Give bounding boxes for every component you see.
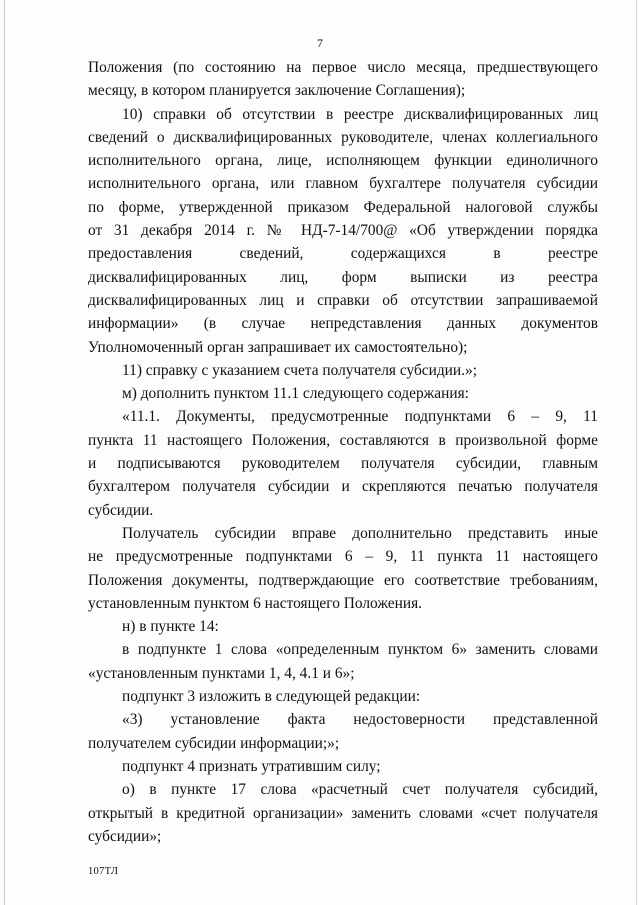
text-line: дисквалифицированных лиц и справки об отсутствии запрашиваемой (88, 291, 598, 309)
text-line: бухгалтером получателя субсидии и скрепляются печатью получателя (88, 478, 598, 496)
text-line: сведений о дисквалифицированных руководителе, членах коллегиального (88, 128, 598, 146)
text-line: Уполномоченный орган запрашивает их самостоятельно); (88, 338, 468, 356)
text-line: субсидии»; (88, 827, 162, 845)
text-line: открытый в кредитной организации» заменить словами «счет получателя (88, 804, 598, 822)
text-line: в подпункте 1 слова «определенным пунктом 6» заменить словами (122, 641, 598, 659)
text-line: месяцу, в котором планируется заключение Соглашения); (88, 82, 466, 100)
text-line: 10) справки об отсутствии в реестре дисквалифицированных лиц (122, 105, 598, 123)
text-line: дисквалифицированных лиц, форм выписки из реестра (88, 268, 598, 286)
text-line: м) дополнить пунктом 11.1 следующего содержания: (122, 385, 469, 403)
text-line: информации» (в случае непредставления данных документов (88, 315, 598, 333)
document-code: 107ТЛ (88, 866, 119, 877)
text-line: не предусмотренные подпунктами 6 – 9, 11 пункта 11 настоящего (88, 548, 598, 566)
text-line: подпункт 4 признать утратившим силу; (122, 757, 381, 775)
text-line: субсидии. (88, 501, 154, 519)
scan-edge-left (4, 0, 5, 905)
text-line: подпункт 3 изложить в следующей редакции: (122, 688, 421, 706)
text-line: 11) справку с указанием счета получателя субсидии.»; (122, 361, 477, 379)
page-number: 7 (317, 36, 323, 50)
text-line: Положения (по состоянию на первое число месяца, предшествующего (88, 59, 598, 76)
text-line: исполнительного органа, лице, исполняющем функции единоличного (88, 152, 598, 170)
document-body (88, 56, 598, 848)
text-line: предоставления сведений, содержащихся в реестре (88, 245, 598, 263)
text-line: и подписываются руководителем получателя субсидии, главным (88, 455, 598, 473)
text-line: н) в пункте 14: (122, 618, 219, 636)
text-line: установленным пунктом 6 настоящего Положения. (88, 594, 422, 612)
text-line: по форме, утвержденной приказом Федеральной налоговой службы (88, 198, 598, 216)
text-line: «установленным пунктами 1, 4, 4.1 и 6»; (88, 664, 355, 682)
text-line: получателем субсидии информации;»; (88, 734, 340, 752)
text-line: «11.1. Документы, предусмотренные подпунктами 6 – 9, 11 (122, 408, 598, 426)
text-line: Получатель субсидии вправе дополнительно представить иные (122, 524, 598, 542)
text-line: от 31 декабря 2014 г. № НД-7-14/700@ «Об утверждении порядка (88, 222, 598, 240)
text-line: о) в пункте 17 слова «расчетный счет получателя субсидий, (122, 781, 598, 799)
text-line: исполнительного органа, или главном бухгалтере получателя субсидии (88, 175, 598, 193)
text-line: «3) установление факта недостоверности представленной (122, 711, 598, 729)
text-line: Положения документы, подтверждающие его соответствие требованиям, (88, 571, 598, 589)
scan-edge-right (636, 0, 637, 905)
text-line: пункта 11 настоящего Положения, составляются в произвольной форме (88, 431, 598, 449)
